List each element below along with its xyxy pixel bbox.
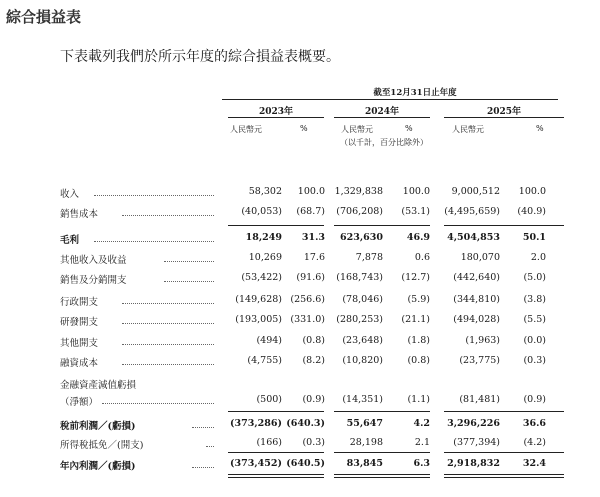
pct-subheader: % [536, 124, 544, 133]
row-value: (149,628) [235, 294, 282, 305]
row-value: 623,630 [340, 232, 383, 243]
total-rule [444, 474, 564, 475]
row-value: (3.8) [523, 294, 546, 305]
row-value: (373,286) [230, 418, 282, 429]
rmb-subheader: 人民幣元 [341, 125, 373, 134]
total-rule [444, 452, 564, 453]
row-value: (5.0) [523, 272, 546, 283]
year-header: 2023年 [258, 107, 294, 117]
row-value: (21.1) [401, 314, 430, 325]
total-rule [228, 474, 324, 475]
row-value: (494) [256, 335, 282, 346]
double-rule [444, 477, 564, 478]
row-value: (81,481) [459, 394, 500, 405]
row-leader-dots [122, 323, 214, 324]
year-rule [334, 117, 430, 118]
row-value: 4.2 [413, 418, 430, 429]
row-value: 36.6 [522, 418, 546, 429]
row-value: (23,775) [459, 355, 500, 366]
total-rule [334, 452, 430, 453]
row-leader-dots [122, 215, 214, 216]
row-value: 31.3 [301, 232, 325, 243]
row-value: 2.0 [530, 252, 546, 263]
row-value: 1,329,838 [334, 186, 383, 197]
rmb-subheader: 人民幣元 [230, 125, 262, 134]
row-leader-dots [164, 261, 214, 262]
row-value: (166) [256, 437, 282, 448]
row-value: (193,005) [235, 314, 282, 325]
period-header: 截至12月31日止年度 [373, 88, 457, 98]
row-value: (0.8) [407, 355, 430, 366]
intro-text: 下表載列我們於所示年度的綜合損益表概要。 [60, 49, 340, 65]
row-value: 4,504,853 [447, 232, 500, 243]
row-value: (91.6) [296, 272, 325, 283]
row-label: 所得稅抵免／(開支) [60, 440, 144, 451]
row-value: (23,648) [342, 335, 383, 346]
total-rule [334, 411, 430, 412]
total-rule [228, 452, 324, 453]
row-value: 28,198 [349, 437, 383, 448]
rmb-subheader: 人民幣元 [452, 125, 484, 134]
row-label: 行政開支 [60, 297, 99, 308]
row-leader-dots [122, 344, 214, 345]
row-value: (53,422) [241, 272, 282, 283]
double-rule [228, 477, 324, 478]
row-value: 180,070 [460, 252, 500, 263]
row-label: 銷售及分銷開支 [60, 275, 127, 286]
row-leader-dots [94, 195, 214, 196]
row-value: (5.9) [407, 294, 430, 305]
row-value: 2.1 [414, 437, 430, 448]
row-label: 其他收入及收益 [60, 255, 127, 266]
row-value: (4,495,659) [444, 206, 500, 217]
year-header: 2025年 [486, 107, 522, 117]
row-leader-dots [122, 364, 214, 365]
row-value: 58,302 [248, 186, 282, 197]
row-value: (1,963) [465, 335, 500, 346]
row-value: (8.2) [302, 355, 325, 366]
row-label: 銷售成本 [60, 209, 99, 220]
row-value: (0.3) [523, 355, 546, 366]
row-value: 9,000,512 [451, 186, 500, 197]
section-title: 綜合損益表 [6, 8, 82, 26]
row-value: 100.0 [402, 186, 430, 197]
row-value: (377,394) [453, 437, 500, 448]
row-value: 2,918,832 [447, 458, 500, 469]
row-value: (4.2) [523, 437, 546, 448]
row-label: 稅前利潤／(虧損) [60, 421, 136, 432]
row-value: (4,755) [247, 355, 282, 366]
total-rule [228, 225, 324, 226]
row-value: 83,845 [346, 458, 383, 469]
row-value: (256.6) [290, 294, 325, 305]
row-value: (500) [256, 394, 282, 405]
row-label: 毛利 [60, 235, 80, 246]
row-value: (640.5) [286, 458, 325, 469]
row-value: (53.1) [401, 206, 430, 217]
row-value: 18,249 [245, 232, 282, 243]
total-rule [444, 225, 564, 226]
row-value: (10,820) [342, 355, 383, 366]
row-value: (331.0) [290, 314, 325, 325]
row-value: (0.0) [523, 335, 546, 346]
row-value: (68.7) [296, 206, 325, 217]
row-value: (40,053) [241, 206, 282, 217]
year-rule [444, 117, 564, 118]
row-value: (706,208) [336, 206, 383, 217]
row-value: 55,647 [346, 418, 383, 429]
row-leader-dots [192, 467, 214, 468]
row-value: (0.9) [523, 394, 546, 405]
row-label: 金融資產減值虧損 [60, 380, 137, 391]
row-label: 年內利潤／(虧損) [60, 461, 136, 472]
row-label: 其他開支 [60, 338, 99, 349]
pct-subheader: % [300, 124, 308, 133]
row-value: 32.4 [522, 458, 546, 469]
row-leader-dots [122, 303, 214, 304]
row-value: (640.3) [286, 418, 325, 429]
row-label: 研發開支 [60, 317, 99, 328]
row-value: (168,743) [336, 272, 383, 283]
row-value: (494,028) [453, 314, 500, 325]
row-value: 10,269 [248, 252, 282, 263]
row-value: (373,452) [230, 458, 282, 469]
row-value: (0.9) [302, 394, 325, 405]
row-value: 100.0 [518, 186, 546, 197]
unit-note: （以千計，百分比除外） [340, 138, 428, 147]
row-leader-dots [102, 403, 214, 404]
row-value: 50.1 [522, 232, 546, 243]
row-label: 收入 [60, 189, 80, 200]
row-value: (40.9) [517, 206, 546, 217]
row-leader-dots [192, 427, 214, 428]
year-rule [228, 117, 324, 118]
row-value: (5.5) [523, 314, 546, 325]
row-value: 7,878 [355, 252, 383, 263]
row-value: 100.0 [297, 186, 325, 197]
row-value: (14,351) [342, 394, 383, 405]
header-rule [222, 99, 558, 100]
row-value: 17.6 [303, 252, 325, 263]
year-header: 2024年 [364, 107, 400, 117]
row-value: (344,810) [453, 294, 500, 305]
row-value: (1.8) [407, 335, 430, 346]
row-value: 6.3 [413, 458, 430, 469]
row-value: (78,046) [342, 294, 383, 305]
row-label: （淨額） [60, 397, 99, 408]
row-value: (1.1) [407, 394, 430, 405]
row-value: (0.3) [302, 437, 325, 448]
row-label: 融資成本 [60, 358, 99, 369]
row-value: 46.9 [406, 232, 430, 243]
row-value: (0.8) [302, 335, 325, 346]
total-rule [228, 411, 324, 412]
row-value: 0.6 [414, 252, 430, 263]
total-rule [334, 474, 430, 475]
row-value: (280,253) [336, 314, 383, 325]
total-rule [334, 225, 430, 226]
row-leader-dots [94, 241, 214, 242]
row-leader-dots [164, 281, 214, 282]
double-rule [334, 477, 430, 478]
row-value: (442,640) [453, 272, 500, 283]
pct-subheader: % [405, 124, 413, 133]
row-value: 3,296,226 [447, 418, 500, 429]
row-value: (12.7) [401, 272, 430, 283]
total-rule [444, 411, 564, 412]
